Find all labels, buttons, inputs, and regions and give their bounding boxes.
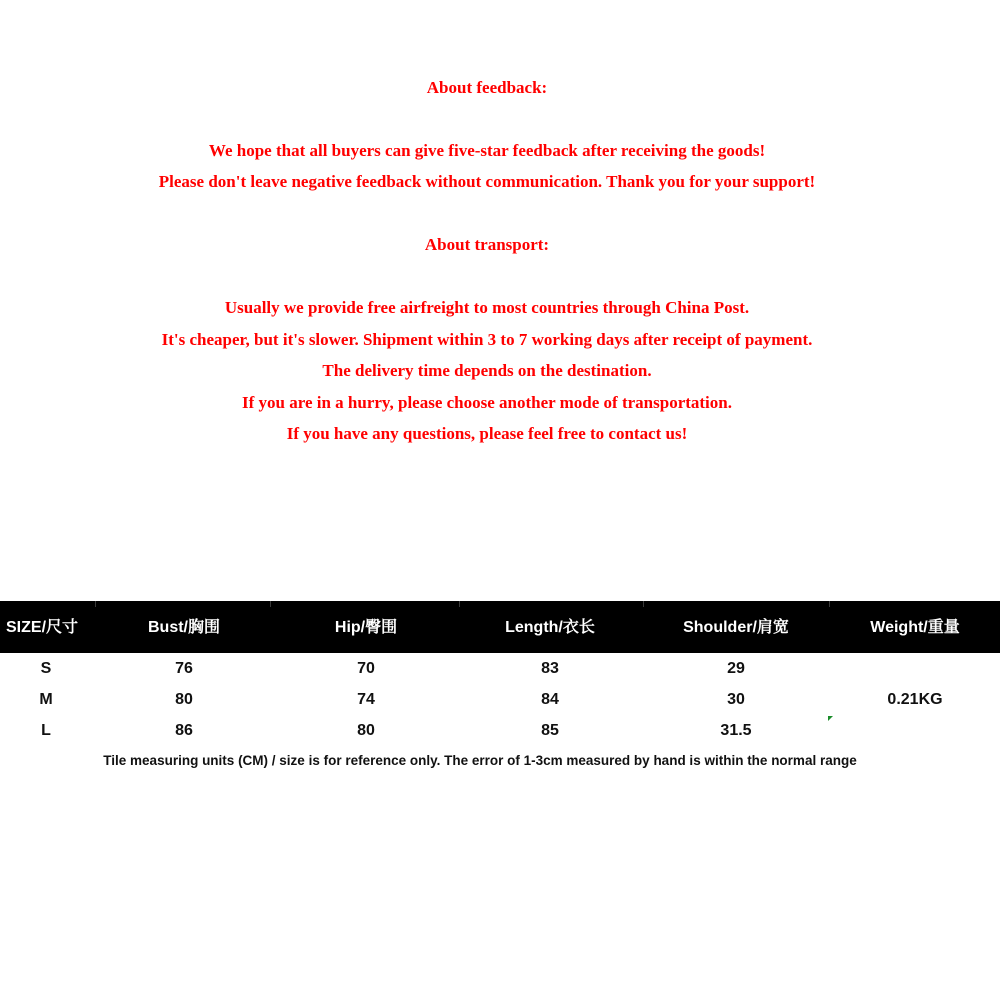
cell-length: 83 xyxy=(541,660,559,677)
cell-shoulder: 30 xyxy=(727,691,745,708)
transport-line-4: If you are in a hurry, please choose another mode of transportation. xyxy=(241,393,732,412)
cell-size: S xyxy=(40,660,52,677)
cell-shoulder: 29 xyxy=(727,660,745,677)
green-corner-mark xyxy=(828,716,833,721)
cell-size: L xyxy=(41,722,51,739)
cell-length: 84 xyxy=(541,691,559,708)
transport-line-1: Usually we provide free airfreight to most countries through China Post. xyxy=(224,298,750,317)
cell-size: M xyxy=(39,691,53,708)
header-weight: Weight/重量 xyxy=(870,619,960,636)
transport-title: About transport: xyxy=(424,235,550,254)
measurement-footnote: Tile measuring units (CM) / size is for reference only. The error of 1-3cm measured by hand is within the normal range xyxy=(103,753,857,768)
feedback-line-2: Please don't leave negative feedback without communication. Thank you for your support! xyxy=(158,172,816,191)
cell-bust: 76 xyxy=(175,660,193,677)
cell-bust: 80 xyxy=(175,691,193,708)
cell-hip: 80 xyxy=(357,722,375,739)
header-bust: Bust/胸围 xyxy=(147,619,221,636)
cell-hip: 70 xyxy=(357,660,375,677)
feedback-title: About feedback: xyxy=(426,78,548,97)
table-header-row xyxy=(0,601,1000,653)
transport-line-2: It's cheaper, but it's slower. Shipment within 3 to 7 working days after receipt of payment. xyxy=(161,330,813,349)
cell-bust: 86 xyxy=(175,722,193,739)
cell-weight: 0.21KG xyxy=(887,691,943,708)
header-hip: Hip/臀围 xyxy=(334,619,398,636)
transport-line-3: The delivery time depends on the destination. xyxy=(322,361,652,380)
header-divider xyxy=(95,601,96,607)
feedback-line-1: We hope that all buyers can give five-star feedback after receiving the goods! xyxy=(208,141,766,160)
header-divider xyxy=(270,601,271,607)
header-divider xyxy=(643,601,644,607)
header-shoulder: Shoulder/肩宽 xyxy=(683,619,789,636)
cell-shoulder: 31.5 xyxy=(720,722,752,739)
header-divider xyxy=(459,601,460,607)
header-length: Length/衣长 xyxy=(505,619,595,636)
header-size: SIZE/尺寸 xyxy=(6,619,79,636)
transport-line-5: If you have any questions, please feel free to contact us! xyxy=(286,424,688,443)
cell-length: 85 xyxy=(541,722,559,739)
header-divider xyxy=(829,601,830,607)
cell-hip: 74 xyxy=(357,691,375,708)
